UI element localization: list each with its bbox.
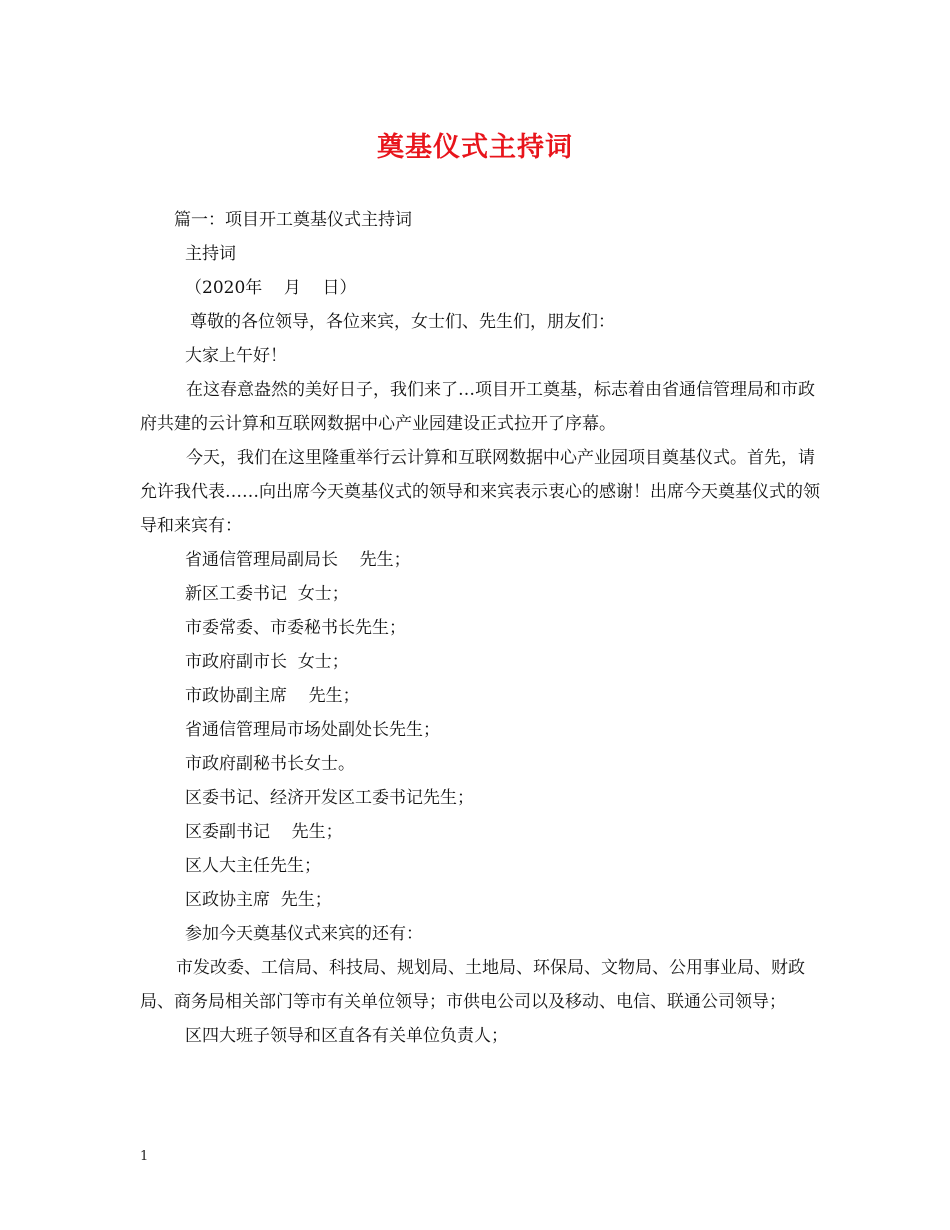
attendee-line: 省通信管理局副局长 先生； [185,550,411,570]
greeting: 大家上午好！ [185,346,287,366]
salutation: 尊敬的各位领导，各位来宾，女士们、先生们，朋友们： [190,312,615,332]
subheading: 主持词 [185,244,236,264]
attendee-line: 市政协副主席 先生； [185,686,360,706]
attendee-line: 市委常委、市委秘书长先生； [185,618,406,638]
also-attending-heading: 参加今天奠基仪式来宾的还有： [185,924,423,944]
document-title: 奠基仪式主持词 [377,132,573,163]
document-body [140,203,830,1053]
attendee-line: 市政府副市长 女士； [185,652,349,672]
paragraph-2: 今天，我们在这里隆重举行云计算和互联网数据中心产业园项目奠基仪式。首先，请允许我代表……向出席今天奠基仪式的领导和来宾表示衷心的感谢！出席今天奠基仪式的领导和来宾有： [140,448,820,536]
attendee-line: 市政府副秘书长女士。 [185,754,355,774]
attendee-line: 省通信管理局市场处副处长先生； [185,720,440,740]
attendee-line: 区委书记、经济开发区工委书记先生； [185,788,474,808]
attendee-line: 区政协主席 先生； [185,890,332,910]
paragraph-4: 区四大班子领导和区直各有关单位负责人； [185,1026,508,1046]
attendee-line: 新区工委书记 女士； [185,584,349,604]
paragraph-1: 在这春意盎然的美好日子，我们来了…项目开工奠基，标志着由省通信管理局和市政府共建的云计算和互联网数据中心产业园建设正式拉开了序幕。 [140,380,815,434]
page-number: 1 [140,1149,149,1164]
attendee-line: 区委副书记 先生； [185,822,343,842]
date-line: （2020年 月 日） [185,278,357,298]
attendee-line: 区人大主任先生； [185,856,321,876]
paragraph-3: 市发改委、工信局、科技局、规划局、土地局、环保局、文物局、公用事业局、财政局、商务局相关部门等市有关单位领导；市供电公司以及移动、电信、联通公司领导； [140,958,805,1012]
section-heading: 篇一：项目开工奠基仪式主持词 [174,210,412,230]
